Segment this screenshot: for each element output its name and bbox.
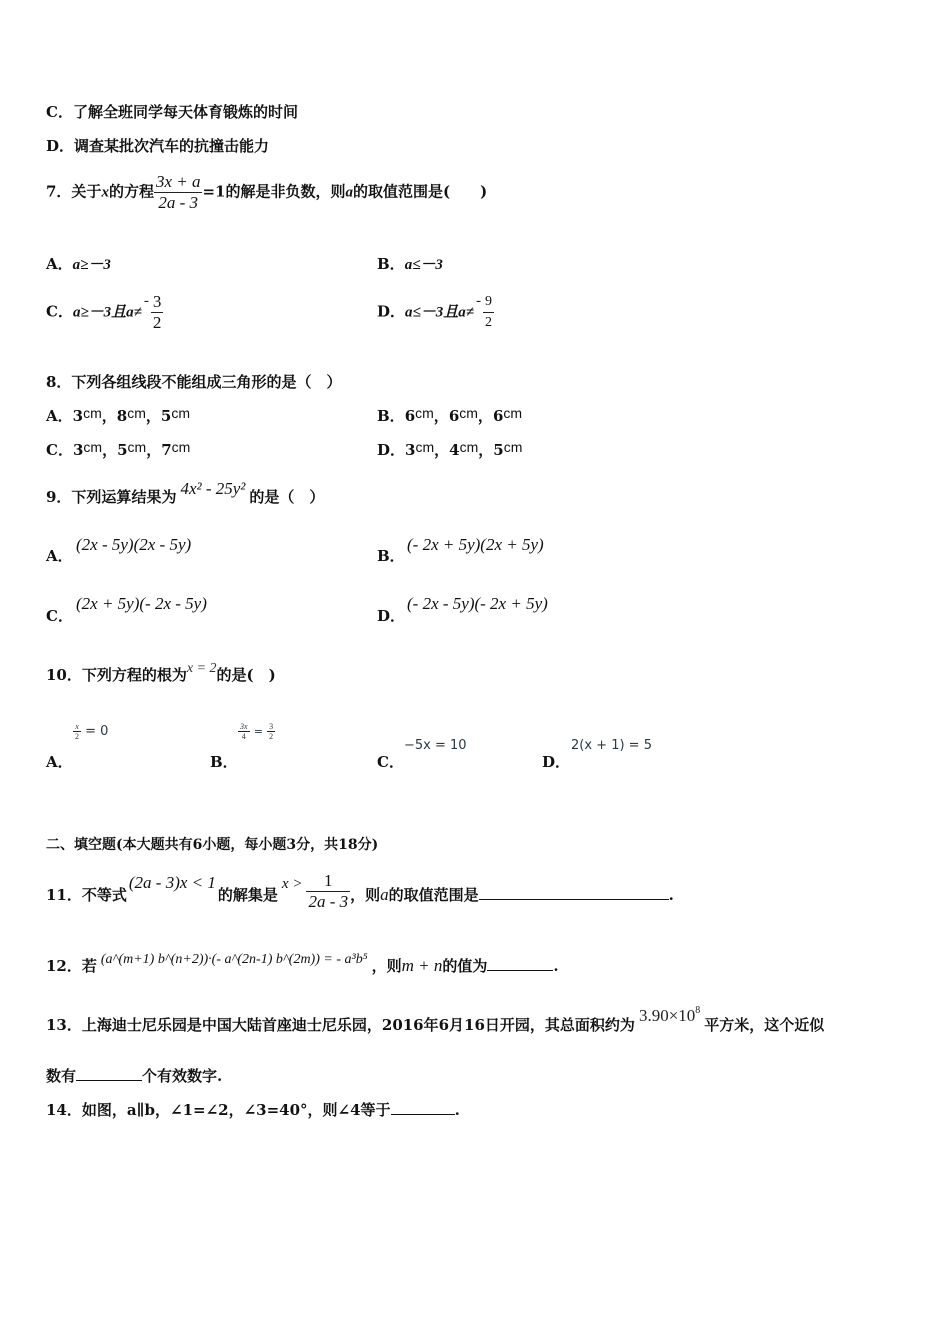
q10-stem: [46, 661, 276, 687]
q11-suffix-1: ，则: [350, 886, 381, 904]
q8-unit: cm: [503, 439, 523, 455]
q8-opt-c-v3: 7: [161, 441, 172, 459]
q13-line2-suffix: 个有效数字.: [142, 1067, 223, 1085]
q13-answer-blank[interactable]: [76, 1080, 142, 1081]
q8-sep: ，: [146, 441, 162, 459]
q12-expr: (a^(m+1) b^(n+2))·(- a^(2n-1) b^(2m)) = - a³b⁵: [100, 952, 368, 967]
q13-value-exp: 8: [695, 1005, 701, 1016]
q8-opt-d-label: D．: [377, 441, 406, 459]
q14-end: .: [454, 1101, 460, 1119]
q8-unit: cm: [83, 405, 102, 421]
q11-sol-frac: [306, 871, 350, 912]
q7-var-a: a: [345, 184, 354, 201]
q11-stem: [46, 871, 674, 915]
q8-unit: cm: [127, 439, 147, 455]
q9-option-a-label: A．: [46, 547, 73, 565]
q8-opt-d-v3: 5: [493, 441, 504, 459]
q11-sol-den: 2a - 3: [308, 892, 349, 911]
q7-opt-d-text: a≤－3且a≠: [405, 304, 474, 321]
q10-opt-b-rden: 2: [269, 732, 274, 741]
q8-unit: cm: [459, 405, 478, 421]
q12-end: .: [553, 957, 559, 975]
q7-opt-d-den: 2: [484, 315, 492, 330]
q7-opt-b-text: a≤－3: [404, 257, 443, 273]
q7-mid: 的方程: [108, 182, 154, 201]
q8-sep: ，: [102, 441, 118, 459]
q7-frac-num: 3x + a: [155, 172, 201, 191]
q8-opt-a-v3: 5: [160, 407, 172, 425]
q8-opt-b-v2: 6: [448, 407, 460, 425]
q10-opt-a-num: x: [73, 722, 81, 732]
q14-answer-blank[interactable]: [391, 1114, 455, 1115]
q6-option-d: D．调查某批次汽车的抗撞击能力: [46, 137, 270, 155]
q7-opt-d-label: D．: [377, 302, 406, 321]
q11-prefix: 11．不等式: [46, 886, 127, 904]
q7-stem: [46, 172, 487, 213]
q9-option-d-label: D．: [377, 607, 406, 625]
q9-option-c: (2x + 5y)(- 2x - 5y): [76, 594, 207, 613]
q7-opt-a-text: a≥－3: [72, 257, 111, 273]
q8-opt-b-v3: 6: [492, 407, 504, 425]
q11-answer-blank[interactable]: [479, 899, 669, 900]
q13-line2-prefix: 数有: [46, 1067, 77, 1085]
q7-opt-a-label: A．: [46, 255, 73, 273]
q8-opt-c-v1: 3: [72, 441, 84, 459]
q8-sep: ，: [145, 407, 161, 425]
q9-option-d: (- 2x - 5y)(- 2x + 5y): [407, 594, 548, 613]
q9-stem: [46, 479, 325, 507]
q12-prefix: 12．若: [46, 957, 97, 975]
q8-unit: cm: [127, 405, 146, 421]
q8-opt-a-label: A．: [46, 407, 73, 425]
q7-opt-c-den: 2: [152, 313, 162, 332]
q10-opt-a-den: 2: [75, 732, 79, 741]
q10-option-c: −5x = 10: [404, 738, 467, 753]
q10-root: x = 2: [186, 661, 217, 676]
q11-end: .: [668, 886, 674, 904]
q8-unit: cm: [459, 439, 479, 455]
q7-suffix-1: 的解是非负数，则: [225, 182, 346, 201]
q9-option-b-label: B．: [377, 547, 405, 565]
q8-sep: ，: [101, 407, 117, 425]
q10-opt-b-rfrac: [267, 722, 275, 741]
q8-unit: cm: [415, 439, 435, 455]
q8-sep: ，: [478, 441, 494, 459]
q11-ineq: (2a - 3)x < 1: [128, 873, 216, 892]
q10-option-a-label: A．: [46, 753, 73, 771]
q8-sep: ，: [477, 407, 493, 425]
q10-opt-b-lnum: 3x: [240, 722, 248, 731]
q7-option-a: [46, 254, 111, 275]
q11-suffix-2: 的取值范围是: [388, 886, 479, 904]
q10-option-c-label: C．: [377, 753, 404, 771]
q9-prefix: 9．下列运算结果为: [46, 488, 177, 506]
q8-unit: cm: [171, 439, 191, 455]
q10-suffix: 的是( ): [216, 666, 276, 684]
q7-opt-b-label: B．: [377, 255, 405, 273]
q10-opt-a-rhs: = 0: [85, 724, 109, 739]
q13-line1: [46, 1005, 825, 1038]
q9-expr: 4x² - 25y²: [180, 479, 246, 498]
q8-opt-d-v1: 3: [405, 441, 416, 459]
q7-opt-c-sign: -: [143, 292, 149, 309]
q7-eq: =1: [202, 182, 226, 201]
q13-suffix: 平方米，这个近似: [704, 1016, 825, 1034]
q10-option-d-label: D．: [542, 753, 571, 771]
q8-option-d: [377, 440, 522, 460]
q12-suffix-2: 的值为: [442, 957, 488, 975]
q8-sep: ，: [433, 407, 449, 425]
q13-value: [639, 1006, 700, 1025]
q13-line2: [46, 1066, 222, 1086]
q7-option-c: [46, 292, 163, 333]
q9-option-b: (- 2x + 5y)(2x + 5y): [407, 535, 544, 554]
q7-option-b: [377, 254, 443, 275]
q11-var-a: a: [380, 885, 389, 904]
q12-mn: m + n: [401, 956, 443, 975]
q8-opt-b-v1: 6: [404, 407, 416, 425]
q12-answer-blank[interactable]: [487, 970, 553, 971]
q10-opt-b-lfrac: [238, 722, 250, 741]
q7-suffix-2: 的取值范围是( ): [353, 182, 488, 201]
q7-option-d: [377, 292, 494, 333]
q8-unit: cm: [503, 405, 523, 421]
q7-opt-d-frac: [483, 292, 494, 333]
section-2-title: 二、填空题(本大题共有6小题，每小题3分，共18分): [46, 837, 379, 853]
q10-opt-a-frac: [73, 722, 81, 741]
q9-option-a: (2x - 5y)(2x - 5y): [76, 535, 192, 554]
q7-prefix: 7．关于: [46, 182, 102, 201]
q7-opt-d-num: 9: [483, 292, 494, 313]
q10-option-d: 2(x + 1) = 5: [571, 738, 652, 753]
q10-option-a: [73, 722, 108, 741]
q7-opt-d-sign: -: [475, 292, 481, 309]
q7-fraction: [154, 172, 203, 213]
q8-opt-c-label: C．: [46, 441, 73, 459]
q9-suffix: 的是（ ）: [249, 488, 325, 506]
q11-sol-lhs: x >: [281, 876, 303, 892]
q8-opt-b-label: B．: [377, 407, 405, 425]
q7-opt-c-frac: [151, 292, 164, 333]
q8-opt-d-v2: 4: [449, 441, 460, 459]
q8-option-c: [46, 440, 190, 460]
q7-var-x: x: [101, 184, 109, 201]
q10-opt-b-rnum: 3: [269, 722, 274, 731]
q7-opt-c-text: a≥－3且a≠: [72, 304, 142, 321]
q11-mid: 的解集是: [217, 886, 278, 904]
q8-stem: 8．下列各组线段不能组成三角形的是（ ）: [46, 373, 342, 391]
q8-unit: cm: [83, 439, 103, 455]
q8-option-a: [46, 406, 190, 426]
q12-suffix-1: ，则: [371, 957, 402, 975]
q8-unit: cm: [171, 405, 190, 421]
q11-sol-num: 1: [306, 871, 350, 892]
q10-opt-b-lden: 4: [241, 732, 246, 741]
q7-opt-c-label: C．: [46, 302, 73, 321]
q7-frac-den: 2a - 3: [158, 193, 199, 212]
q10-opt-b-eq: =: [253, 725, 263, 738]
q8-opt-c-v2: 5: [117, 441, 128, 459]
q8-unit: cm: [415, 405, 434, 421]
q8-opt-a-v2: 8: [116, 407, 128, 425]
q9-option-c-label: C．: [46, 607, 73, 625]
q10-option-b: [238, 722, 275, 741]
q8-option-b: [377, 406, 522, 426]
q8-opt-a-v1: 3: [72, 407, 84, 425]
q14-stem: [46, 1100, 460, 1120]
q10-prefix: 10．下列方程的根为: [46, 666, 187, 684]
q6-option-c: C．了解全班同学每天体育锻炼的时间: [46, 103, 298, 121]
q8-sep: ，: [434, 441, 450, 459]
q13-prefix: 13．上海迪士尼乐园是中国大陆首座迪士尼乐园，2016年6月16日开园，其总面积约为: [46, 1016, 635, 1034]
q13-value-base: 3.90×10: [638, 1006, 696, 1025]
q12-stem: [46, 952, 559, 978]
q14-text: 14．如图，a∥b，∠1=∠2，∠3=40°，则∠4等于: [46, 1101, 391, 1119]
q10-option-b-label: B．: [210, 753, 238, 771]
q7-opt-c-num: 3: [152, 292, 162, 311]
